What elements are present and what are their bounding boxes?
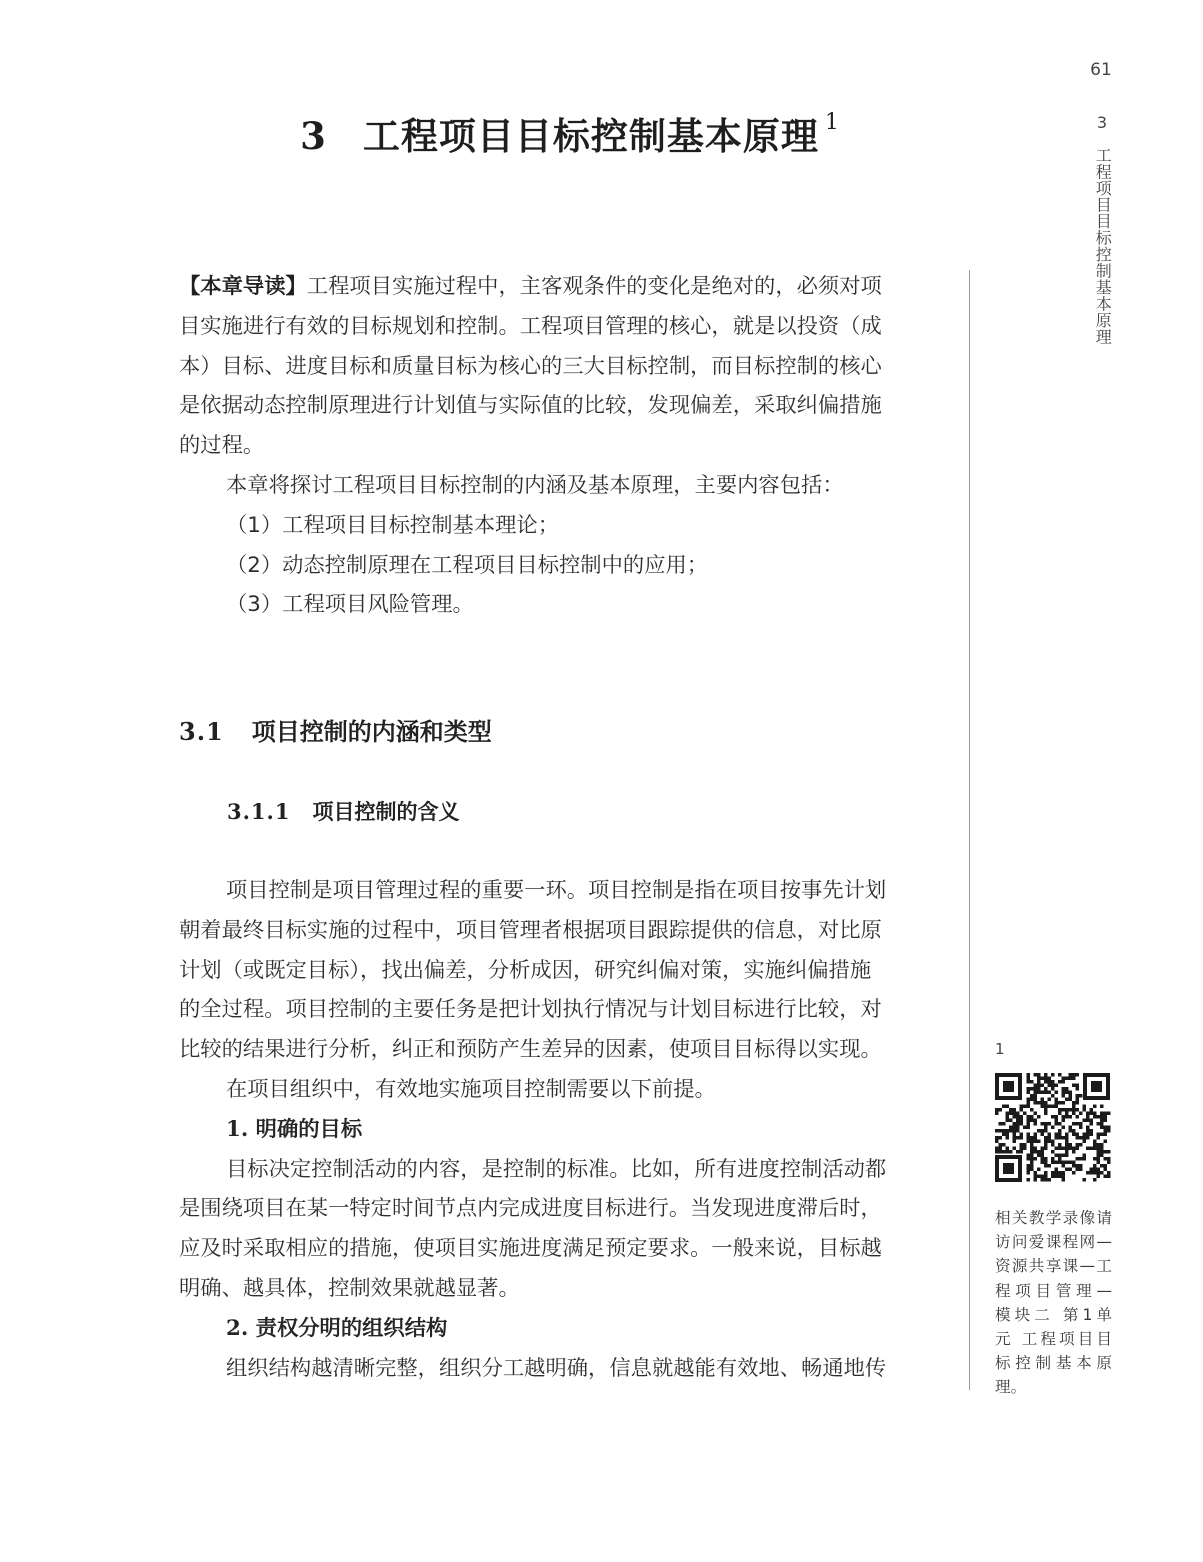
intro-lead-label: 【本章导读】 [179,274,307,299]
chapter-title-text: 工程项目目标控制基本原理 [362,114,819,158]
intro-line: 的过程。 [179,433,265,459]
point-heading: 2. 责权分明的组织结构 [226,1315,448,1341]
subsection-title: 项目控制的含义 [312,799,460,824]
margin-note-mark: 1 [995,1040,1005,1058]
chapter-footnote-mark: 1 [824,110,840,135]
intro-line: 本）目标、进度目标和质量目标为核心的三大目标控制，而目标控制的核心 [179,353,882,379]
section-heading [179,712,492,747]
body-line: 组织结构越清晰完整，组织分工越明确，信息就越能有效地、畅通地传 [226,1355,887,1381]
margin-note-line: 元 工程项目目 [995,1330,1112,1349]
body-line: 的全过程。项目控制的主要任务是把计划执行情况与计划目标进行比较，对 [179,997,882,1023]
body-line: 在项目组织中，有效地实施项目控制需要以下前提。 [226,1076,716,1102]
margin-note-line: 标控制基本原 [995,1354,1112,1373]
body-line: 应及时采取相应的措施，使项目实施进度满足预定要求。一般来说，目标越 [179,1236,882,1262]
chapter-intro [179,267,951,625]
qr-code[interactable] [994,1072,1111,1183]
chapter-title [180,106,960,160]
intro-line: 是依据动态控制原理进行计划值与实际值的比较，发现偏差，采取纠偏措施 [179,393,882,419]
intro-contents-lead: 本章将探讨工程项目目标控制的内涵及基本原理，主要内容包括： [226,472,844,498]
page-number: 61 [1090,60,1112,80]
subsection-heading [227,796,459,826]
point-heading: 1. 明确的目标 [226,1116,363,1142]
body-line: 项目控制是项目管理过程的重要一环。项目控制是指在项目按事先计划 [226,878,887,903]
intro-item: （3）工程项目风险管理。 [226,592,474,618]
section-body [179,871,951,1388]
margin-note-line: 访问爱课程网— [995,1233,1112,1252]
margin-note-line: 理。 [995,1378,1027,1397]
margin-note-line: 相关教学录像请 [995,1209,1112,1227]
running-head-chapter-number: 3 [1096,113,1108,132]
intro-line: 目实施进行有效的目标规划和控制。工程项目管理的核心，就是以投资（成 [179,313,882,339]
margin-note [995,1206,1112,1400]
subsection-number: 3.1.1 [227,799,291,824]
body-line: 是围绕项目在某一特定时间节点内完成进度目标进行。当发现进度滞后时， [179,1196,882,1222]
intro-item: （2）动态控制原理在工程项目目标控制中的应用； [226,552,709,578]
running-head [1090,114,1114,345]
margin-note-line: 资源共享课—工 [995,1257,1112,1276]
margin-divider [969,270,970,1390]
margin-note-line: 模块二 第1单 [995,1305,1112,1324]
section-number: 3.1 [179,717,224,746]
intro-line: 【本章导读】工程项目实施过程中，主客观条件的变化是绝对的，必须对项 [179,274,882,299]
chapter-number: 3 [300,114,327,158]
body-line: 朝着最终目标实施的过程中，项目管理者根据项目跟踪提供的信息，对比原 [179,917,882,943]
intro-item: （1）工程项目目标控制基本理论； [226,512,560,538]
margin-note-line: 程项目管理— [995,1281,1112,1300]
running-head-chapter-title: 工程项目目标控制基本原理 [1093,146,1113,345]
body-line: 明确、越具体，控制效果就越显著。 [179,1275,520,1301]
body-line: 目标决定控制活动的内容，是控制的标准。比如，所有进度控制活动都 [226,1156,887,1182]
body-line: 比较的结果进行分析，纠正和预防产生差异的因素，使项目目标得以实现。 [179,1037,882,1063]
section-title: 项目控制的内涵和类型 [251,717,492,746]
body-line: 计划（或既定目标），找出偏差，分析成因，研究纠偏对策，实施纠偏措施 [179,957,872,983]
